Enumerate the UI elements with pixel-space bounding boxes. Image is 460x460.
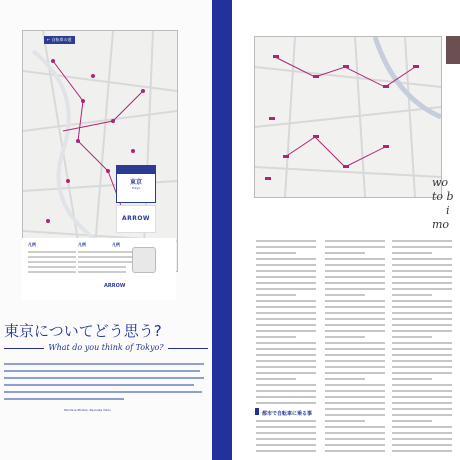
pull-quote — [432, 176, 454, 232]
body-text-line — [256, 342, 316, 344]
body-text-line — [325, 276, 385, 278]
intro-text-line — [4, 363, 204, 365]
body-text-line — [325, 378, 365, 380]
body-text-line — [325, 432, 385, 434]
body-text-line — [256, 432, 316, 434]
body-text-line — [392, 372, 452, 374]
body-text-line — [256, 390, 316, 392]
page-gutter — [218, 0, 232, 460]
body-text-line — [392, 306, 452, 308]
body-text-line — [392, 432, 452, 434]
body-text-line — [392, 330, 452, 332]
body-text-line — [325, 330, 385, 332]
body-text-line — [256, 264, 316, 266]
body-text-line — [325, 420, 365, 422]
quote-line: mo — [432, 218, 450, 231]
body-text-line — [392, 258, 452, 260]
body-text-line — [325, 252, 365, 254]
body-text-line — [256, 420, 316, 422]
intro-text-line — [4, 398, 124, 400]
body-text-line — [256, 312, 316, 314]
body-text-line — [325, 366, 385, 368]
body-text-line — [392, 312, 452, 314]
body-text-line — [392, 402, 452, 404]
body-text-line — [392, 408, 452, 410]
body-text-line — [325, 342, 385, 344]
portrait-photo — [446, 36, 460, 64]
body-text-line — [325, 288, 385, 290]
body-text-line — [392, 348, 452, 350]
body-text-line — [256, 438, 316, 440]
body-text-line — [325, 384, 385, 386]
body-text-line — [256, 372, 316, 374]
body-text-line — [392, 342, 452, 344]
map-left-drawing — [23, 31, 177, 271]
body-text-line — [325, 258, 385, 260]
body-text-line — [325, 360, 385, 362]
body-text-line — [392, 282, 452, 284]
body-text-line — [325, 312, 385, 314]
body-text-line — [392, 288, 452, 290]
quote-line: wo — [432, 176, 449, 189]
body-text-line — [325, 372, 385, 374]
body-text-line — [325, 318, 385, 320]
map-right-drawing — [255, 37, 441, 197]
tokyo-map-right — [254, 36, 442, 198]
body-text-line — [392, 450, 452, 452]
body-text-line — [325, 270, 385, 272]
map-badge: ← 自転車の道 — [44, 36, 75, 44]
body-text-line — [256, 360, 316, 362]
body-text-line — [256, 246, 316, 248]
body-text-line — [392, 240, 452, 242]
body-text-line — [325, 402, 385, 404]
body-text-line — [392, 366, 452, 368]
body-text-line — [325, 396, 385, 398]
tokyo-map-left — [22, 30, 178, 272]
intro-text-line — [4, 391, 202, 393]
intro-text-line — [4, 377, 204, 379]
body-text-line — [392, 270, 452, 272]
body-text-line — [256, 240, 316, 242]
legend-column — [112, 242, 132, 263]
body-text-line — [392, 414, 452, 416]
body-text-line — [256, 384, 316, 386]
intro-text-line — [4, 370, 200, 372]
body-text-line — [325, 408, 385, 410]
body-text-line — [392, 420, 432, 422]
body-text-line — [256, 258, 316, 260]
body-text-line — [392, 438, 452, 440]
body-text-line — [392, 336, 432, 338]
photo-credit: Words & Photos: Ryosuke Yokoi — [64, 408, 111, 412]
article-headline: 東京についてどう思う? — [4, 322, 162, 340]
body-text-line — [392, 300, 452, 302]
body-text-line — [392, 246, 452, 248]
body-text-line — [392, 390, 452, 392]
map-title-box — [116, 165, 156, 203]
body-text-line — [325, 264, 385, 266]
body-text-line — [392, 384, 452, 386]
body-text-line — [392, 318, 452, 320]
body-text-line — [256, 348, 316, 350]
body-text-line — [392, 354, 452, 356]
legend-column — [28, 242, 76, 273]
quote-line: i — [446, 204, 450, 217]
subheadline-text: What do you think of Tokyo? — [48, 343, 164, 352]
body-text-line — [256, 300, 316, 302]
body-text-line — [325, 354, 385, 356]
arrow-logo-small: ARROW — [104, 283, 126, 289]
phone-photo — [132, 247, 156, 273]
body-text-line — [392, 324, 452, 326]
body-text-line — [256, 396, 316, 398]
body-text-line — [392, 426, 452, 428]
arrow-logo-box — [116, 205, 156, 233]
body-text-line — [392, 378, 432, 380]
body-text-line — [256, 306, 316, 308]
body-text-line — [256, 282, 316, 284]
body-text-line — [325, 246, 385, 248]
body-text-line — [392, 360, 452, 362]
body-text-line — [392, 294, 432, 296]
body-text-line — [392, 252, 432, 254]
body-text-line — [256, 270, 316, 272]
body-text-line — [256, 354, 316, 356]
section-marker — [255, 408, 259, 415]
body-text-line — [325, 282, 385, 284]
body-text-line — [256, 276, 316, 278]
intro-text-line — [4, 384, 194, 386]
body-text-line — [256, 366, 316, 368]
legend-heading: 凡例 — [28, 242, 36, 247]
body-text-line — [256, 294, 296, 296]
body-text-line — [256, 288, 316, 290]
body-text-line — [256, 426, 316, 428]
body-text-line — [256, 252, 296, 254]
body-text-line — [325, 300, 385, 302]
body-text-line — [392, 264, 452, 266]
body-text-line — [256, 444, 316, 446]
map-title: 東京 — [129, 179, 142, 186]
body-text-line — [256, 330, 316, 332]
body-text-line — [325, 324, 385, 326]
body-text-line — [392, 276, 452, 278]
body-text-line — [325, 414, 385, 416]
legend-heading: 凡例 — [112, 242, 120, 247]
body-text-line — [325, 336, 365, 338]
body-text-line — [325, 438, 385, 440]
body-text-line — [325, 294, 365, 296]
quote-line: to b — [432, 190, 454, 203]
map-subtitle: Tokyo — [131, 186, 141, 190]
body-text-line — [256, 324, 316, 326]
body-text-line — [392, 396, 452, 398]
body-text-line — [392, 444, 452, 446]
body-text-line — [325, 390, 385, 392]
body-text-line — [325, 240, 385, 242]
body-text-line — [325, 426, 385, 428]
body-text-line — [325, 348, 385, 350]
body-text-line — [256, 450, 316, 452]
legend-heading: 凡例 — [78, 242, 86, 247]
body-text-line — [256, 336, 296, 338]
body-text-line — [256, 402, 316, 404]
body-text-line — [325, 444, 385, 446]
body-text-line — [325, 450, 385, 452]
body-text-line — [325, 306, 385, 308]
section-heading: 都市で自転車に乗る事 — [262, 411, 313, 417]
article-subheadline — [0, 343, 212, 352]
body-text-line — [256, 378, 296, 380]
body-text-line — [256, 318, 316, 320]
arrow-logo: ARROW — [121, 215, 151, 222]
